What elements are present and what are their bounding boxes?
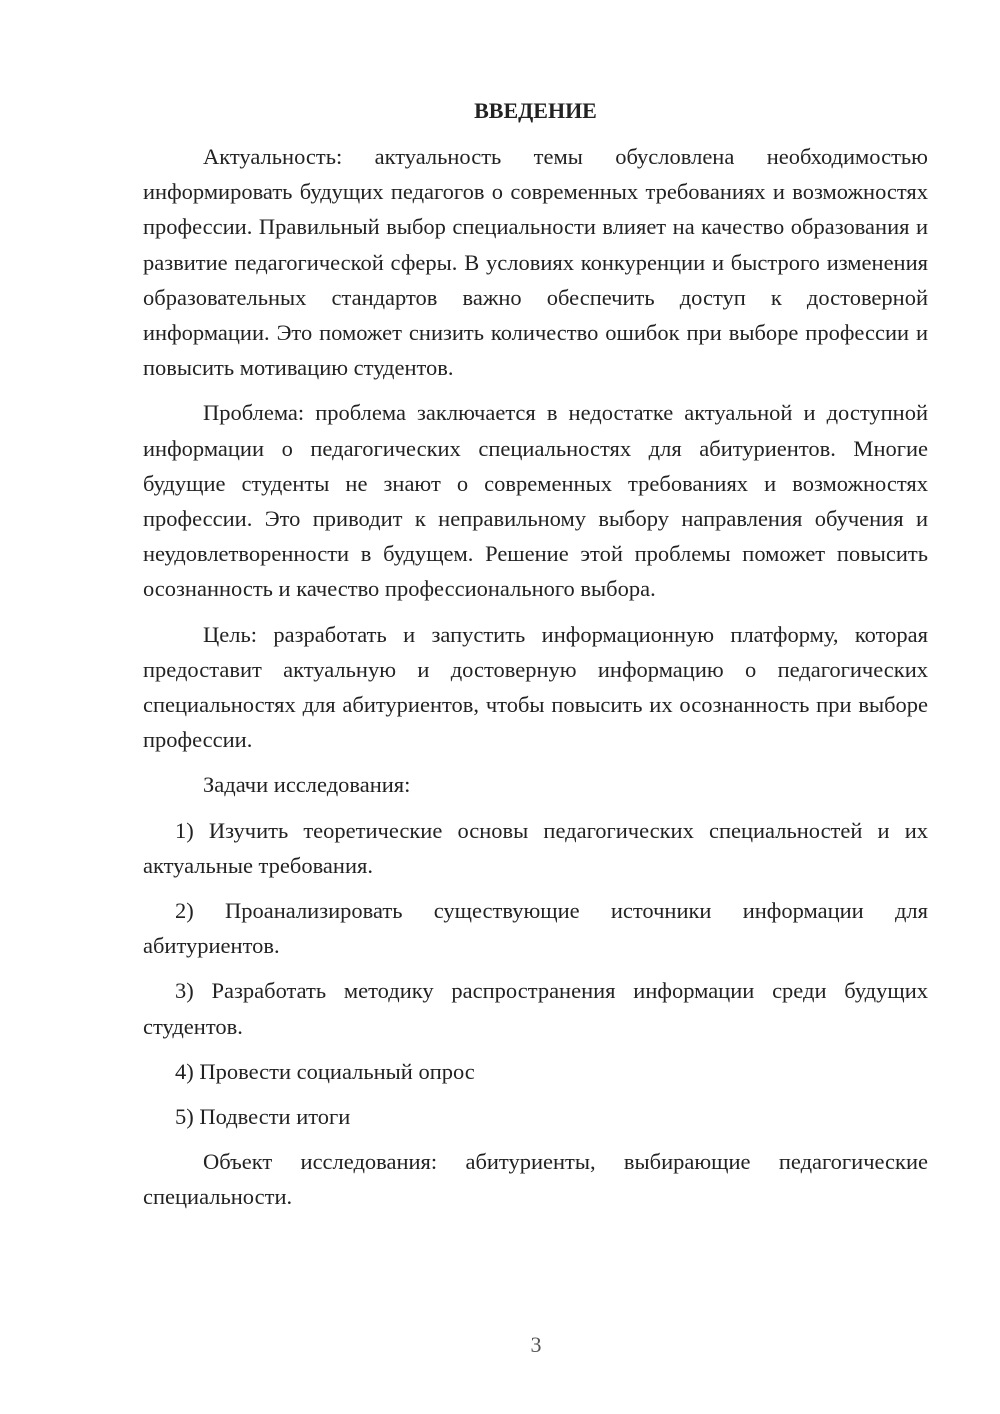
task-item-5: 5) Подвести итоги [175, 1104, 351, 1130]
task-item-4: 4) Провести социальный опрос [175, 1058, 475, 1084]
problem-paragraph: Проблема: проблема заключается в недостатке актуальной и доступной информации о педагогических специальностях для абитуриентов. Многие будущие студенты не знают о современных требованиях и возможностях профессии. Это приводит к неправильному выбору направления обучения и неудовлетворенности в будущем. Решение этой проблемы поможет повысить осознанность и качество профессионального выбора. [143, 400, 928, 602]
task-item-2: 2) Проанализировать существующие источники информации для абитуриентов. [143, 898, 928, 959]
page-number: 3 [530, 1332, 542, 1357]
object-paragraph: Объект исследования: абитуриенты, выбирающие педагогические специальности. [143, 1149, 928, 1210]
section-title: ВВЕДЕНИЕ [474, 98, 597, 123]
task-item-1: 1) Изучить теоретические основы педагогических специальностей и их актуальные требования. [143, 817, 928, 878]
tasks-heading: Задачи исследования: [203, 772, 411, 798]
goal-paragraph: Цель: разработать и запустить информационную платформу, которая предоставит актуальную и достоверную информацию о педагогических специальностях для абитуриентов, чтобы повысить их осознанность при выборе профессии. [143, 621, 928, 753]
page-content [143, 93, 928, 1225]
relevance-paragraph: Актуальность: актуальность темы обусловлена необходимостью информировать будущих педагогов о современных требованиях и возможностях профессии. Правильный выбор специальности влияет на качество образования и развитие педагогической сферы. В условиях конкуренции и быстрого изменения образовательных стандартов важно обеспечить доступ к достоверной информации. Это поможет снизить количество ошибок при выборе профессии и повысить мотивацию студентов. [143, 144, 928, 381]
task-item-3: 3) Разработать методику распространения информации среди будущих студентов. [143, 978, 928, 1039]
